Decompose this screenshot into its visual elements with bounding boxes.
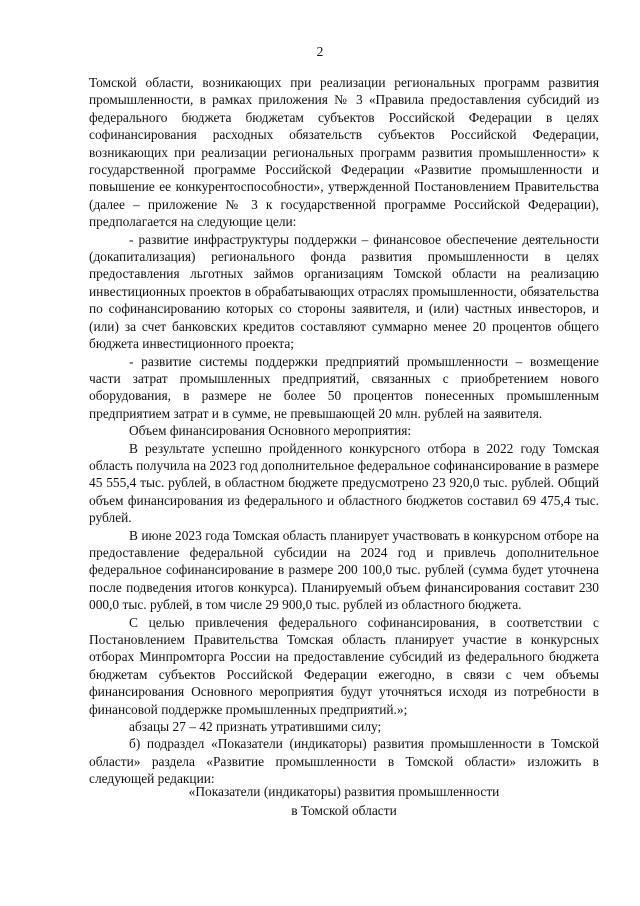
paragraph-subsection: б) подраздел «Показатели (индикаторы) развития промышленности в Томской области» раздела «Развитие промышленности в Томской области» изложить в следующей редакции: [89,736,599,787]
paragraph-2023-plan: В июне 2023 года Томская область планирует участвовать в конкурсном отборе на предоставление федеральной субсидии на 2024 год и привлечь дополнительное федеральное софинансирование в размере 200 100,0 тыс. рублей (сумма будет уточнена после подведения итогов конкурса). Планируемый объем финансирования составит 230 000,0 тыс. рублей, в том числе 29 900,0 тыс. рублей из областного бюджета. [89,527,599,613]
section-heading [89,783,599,821]
section-heading-line1: «Показатели (индикаторы) развития промышленности [188,784,500,799]
paragraph-infrastructure: - развитие инфраструктуры поддержки – финансовое обеспечение деятельности (докапитализация) регионального фонда развития промышленности в целях предоставления льготных займов организациям Томской области на реализацию инвестиционных проектов в обрабатывающих отраслях промышленности, обязательства по софинансированию которых со стороны заявителя, и (или) частных инвесторов, и (или) за счет банковских кредитов составляют суммарно менее 20 процентов общего бюджета инвестиционного проекта; [89,231,599,352]
paragraph-2022-results: В результате успешно пройденного конкурсного отбора в 2022 году Томская область получила на 2023 год дополнительное федеральное софинансирование в размере 45 555,4 тыс. рублей, в областном бюджете предусмотрено 23 920,0 тыс. рублей. Общий объем финансирования из федерального и областного бюджетов составил 69 475,4 тыс. рублей. [89,440,599,526]
document-body [89,74,599,788]
paragraph-cofinancing: С целью привлечения федерального софинансирования, в соответствии с Постановлением Правительства Томская область планирует участие в конкурсных отборах Минпромторга России на предоставление субсидий из федерального бюджета бюджетам субъектов Российской Федерации ежегодно, в связи с чем объемы финансирования Основного мероприятия будут уточняться исходя из потребности в финансовой поддержке промышленных предприятий.»; [89,614,599,717]
paragraph-goals-intro: Томской области, возникающих при реализации региональных программ развития промышленности, в рамках приложения № 3 «Правила предоставления субсидий из федерального бюджета бюджетам субъектов Российской Федерации в целях софинансирования расходных обязательств субъектов Российской Федерации, возникающих при реализации региональных программ развития промышленности» к государственной программе Российской Федерации «Развитие промышленности и повышение ее конкурентоспособности», утвержденной Постановлением Правительства (далее – приложение № 3 к государственной программе Российской Федерации), предполагается на следующие цели: [89,75,599,230]
paragraph-support-system: - развитие системы поддержки предприятий промышленности – возмещение части затрат промышленных предприятий, связанных с приобретением нового оборудования, в размере не более 50 процентов понесенных промышленным предприятием затрат и в сумме, не превышающей 20 млн. рублей на заявителя. [89,353,599,421]
page-number: 2 [316,44,324,59]
paragraph-repeal: абзацы 27 – 42 признать утратившими силу; [129,719,382,735]
paragraph-funding-title: Объем финансирования Основного мероприятия: [129,423,412,439]
section-heading-line2: в Томской области [291,802,397,818]
